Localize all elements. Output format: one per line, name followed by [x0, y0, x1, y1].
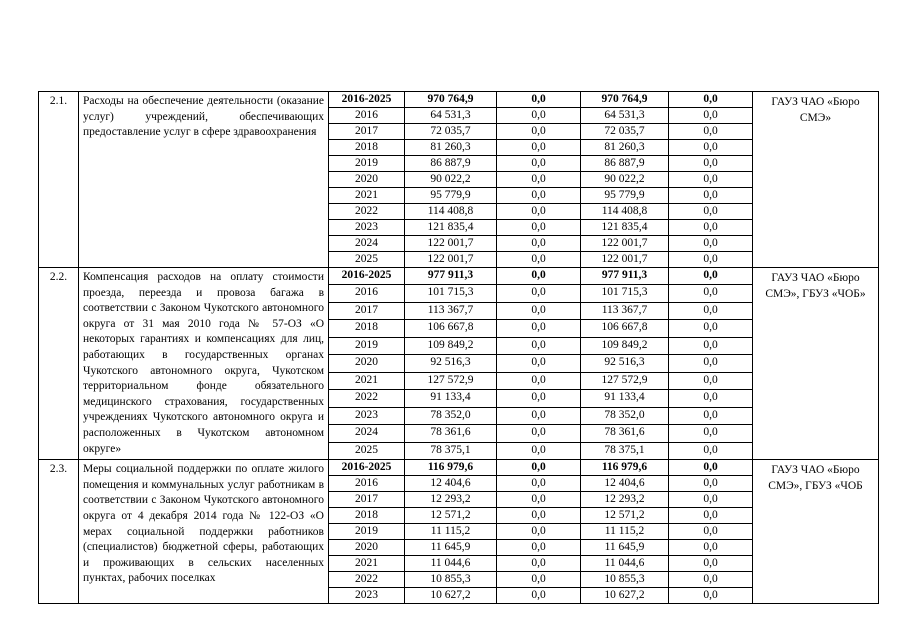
total-amount-cell: 106 667,8 [405, 320, 497, 337]
district-budget-cell: 64 531,3 [581, 108, 669, 124]
other-sources-cell: 0,0 [669, 140, 753, 156]
other-sources-cell: 0,0 [669, 172, 753, 188]
period-cell: 2022 [329, 390, 405, 407]
total-amount-cell: 78 352,0 [405, 407, 497, 424]
period-cell: 2016 [329, 108, 405, 124]
period-cell: 2024 [329, 236, 405, 252]
federal-budget-cell: 0,0 [497, 476, 581, 492]
responsible-organization: ГАУЗ ЧАО «Бюро СМЭ» [753, 92, 879, 268]
district-budget-cell: 95 779,9 [581, 188, 669, 204]
period-cell: 2025 [329, 442, 405, 460]
document-page [38, 91, 879, 604]
district-budget-cell: 81 260,3 [581, 140, 669, 156]
federal-budget-cell: 0,0 [497, 285, 581, 302]
district-budget-cell: 121 835,4 [581, 220, 669, 236]
period-cell: 2018 [329, 508, 405, 524]
federal-budget-cell: 0,0 [497, 460, 581, 476]
district-budget-cell: 91 133,4 [581, 390, 669, 407]
other-sources-cell: 0,0 [669, 355, 753, 372]
other-sources-cell: 0,0 [669, 556, 753, 572]
period-cell: 2020 [329, 172, 405, 188]
period-cell: 2019 [329, 524, 405, 540]
district-budget-cell: 12 293,2 [581, 492, 669, 508]
period-cell: 2017 [329, 124, 405, 140]
period-cell: 2016-2025 [329, 460, 405, 476]
section-total-row [39, 92, 879, 108]
period-cell: 2016 [329, 476, 405, 492]
district-budget-cell: 11 115,2 [581, 524, 669, 540]
other-sources-cell: 0,0 [669, 425, 753, 442]
federal-budget-cell: 0,0 [497, 140, 581, 156]
federal-budget-cell: 0,0 [497, 540, 581, 556]
section-number: 2.1. [39, 92, 79, 268]
total-amount-cell: 86 887,9 [405, 156, 497, 172]
federal-budget-cell: 0,0 [497, 172, 581, 188]
other-sources-cell: 0,0 [669, 572, 753, 588]
other-sources-cell: 0,0 [669, 524, 753, 540]
other-sources-cell: 0,0 [669, 220, 753, 236]
responsible-organization: ГАУЗ ЧАО «Бюро СМЭ», ГБУЗ «ЧОБ» [753, 268, 879, 460]
other-sources-cell: 0,0 [669, 285, 753, 302]
federal-budget-cell: 0,0 [497, 108, 581, 124]
district-budget-cell: 78 361,6 [581, 425, 669, 442]
period-cell: 2017 [329, 302, 405, 319]
other-sources-cell: 0,0 [669, 372, 753, 389]
federal-budget-cell: 0,0 [497, 524, 581, 540]
total-amount-cell: 10 855,3 [405, 572, 497, 588]
federal-budget-cell: 0,0 [497, 268, 581, 285]
period-cell: 2022 [329, 572, 405, 588]
district-budget-cell: 12 404,6 [581, 476, 669, 492]
other-sources-cell: 0,0 [669, 460, 753, 476]
district-budget-cell: 106 667,8 [581, 320, 669, 337]
other-sources-cell: 0,0 [669, 320, 753, 337]
district-budget-cell: 970 764,9 [581, 92, 669, 108]
other-sources-cell: 0,0 [669, 476, 753, 492]
other-sources-cell: 0,0 [669, 204, 753, 220]
federal-budget-cell: 0,0 [497, 320, 581, 337]
total-amount-cell: 78 375,1 [405, 442, 497, 460]
district-budget-cell: 114 408,8 [581, 204, 669, 220]
federal-budget-cell: 0,0 [497, 156, 581, 172]
federal-budget-cell: 0,0 [497, 92, 581, 108]
total-amount-cell: 81 260,3 [405, 140, 497, 156]
other-sources-cell: 0,0 [669, 252, 753, 268]
total-amount-cell: 92 516,3 [405, 355, 497, 372]
period-cell: 2023 [329, 407, 405, 424]
other-sources-cell: 0,0 [669, 156, 753, 172]
total-amount-cell: 116 979,6 [405, 460, 497, 476]
district-budget-cell: 78 375,1 [581, 442, 669, 460]
period-cell: 2016 [329, 285, 405, 302]
responsible-organization: ГАУЗ ЧАО «Бюро СМЭ», ГБУЗ «ЧОБ [753, 460, 879, 604]
period-cell: 2025 [329, 252, 405, 268]
period-cell: 2024 [329, 425, 405, 442]
district-budget-cell: 90 022,2 [581, 172, 669, 188]
other-sources-cell: 0,0 [669, 302, 753, 319]
district-budget-cell: 92 516,3 [581, 355, 669, 372]
district-budget-cell: 109 849,2 [581, 337, 669, 354]
federal-budget-cell: 0,0 [497, 556, 581, 572]
total-amount-cell: 113 367,7 [405, 302, 497, 319]
federal-budget-cell: 0,0 [497, 508, 581, 524]
period-cell: 2016-2025 [329, 268, 405, 285]
total-amount-cell: 11 115,2 [405, 524, 497, 540]
federal-budget-cell: 0,0 [497, 220, 581, 236]
period-cell: 2023 [329, 220, 405, 236]
total-amount-cell: 109 849,2 [405, 337, 497, 354]
period-cell: 2020 [329, 540, 405, 556]
total-amount-cell: 127 572,9 [405, 372, 497, 389]
federal-budget-cell: 0,0 [497, 572, 581, 588]
period-cell: 2021 [329, 372, 405, 389]
district-budget-cell: 122 001,7 [581, 252, 669, 268]
other-sources-cell: 0,0 [669, 492, 753, 508]
period-cell: 2020 [329, 355, 405, 372]
period-cell: 2019 [329, 156, 405, 172]
federal-budget-cell: 0,0 [497, 236, 581, 252]
federal-budget-cell: 0,0 [497, 390, 581, 407]
district-budget-cell: 12 571,2 [581, 508, 669, 524]
federal-budget-cell: 0,0 [497, 407, 581, 424]
period-cell: 2019 [329, 337, 405, 354]
other-sources-cell: 0,0 [669, 540, 753, 556]
total-amount-cell: 12 293,2 [405, 492, 497, 508]
total-amount-cell: 11 044,6 [405, 556, 497, 572]
other-sources-cell: 0,0 [669, 508, 753, 524]
other-sources-cell: 0,0 [669, 407, 753, 424]
total-amount-cell: 64 531,3 [405, 108, 497, 124]
section-total-row [39, 268, 879, 285]
federal-budget-cell: 0,0 [497, 425, 581, 442]
district-budget-cell: 977 911,3 [581, 268, 669, 285]
other-sources-cell: 0,0 [669, 588, 753, 604]
section-description: Компенсация расходов на оплату стоимости проезда, переезда и провоза багажа в соответствии с Законом Чукотского автономного округа от 31 мая 2010 года № 57-ОЗ «О некоторых гарантиях и компенсациях для лиц, работающих в государственных органах Чукотского автономного округа, Чукотском территориальном фонде обязательного медицинского страхования, государственных учреждениях Чукотского автономного округа и расположенных в Чукотском автономном округе» [79, 268, 329, 460]
federal-budget-cell: 0,0 [497, 204, 581, 220]
other-sources-cell: 0,0 [669, 108, 753, 124]
district-budget-cell: 122 001,7 [581, 236, 669, 252]
total-amount-cell: 90 022,2 [405, 172, 497, 188]
district-budget-cell: 11 645,9 [581, 540, 669, 556]
period-cell: 2018 [329, 140, 405, 156]
total-amount-cell: 12 571,2 [405, 508, 497, 524]
district-budget-cell: 127 572,9 [581, 372, 669, 389]
total-amount-cell: 95 779,9 [405, 188, 497, 204]
total-amount-cell: 114 408,8 [405, 204, 497, 220]
federal-budget-cell: 0,0 [497, 442, 581, 460]
section-description: Меры социальной поддержки по оплате жилого помещения и коммунальных услуг работникам в соответствии с Законом Чукотского автономного округа от 4 декабря 2014 года № 122-ОЗ «О мерах социальной поддержки работников (специалистов) бюджетной сферы, работающих и проживающих в сельских населенных пунктах, рабочих поселках [79, 460, 329, 604]
federal-budget-cell: 0,0 [497, 124, 581, 140]
district-budget-cell: 86 887,9 [581, 156, 669, 172]
other-sources-cell: 0,0 [669, 390, 753, 407]
district-budget-cell: 10 855,3 [581, 572, 669, 588]
total-amount-cell: 12 404,6 [405, 476, 497, 492]
section-number: 2.3. [39, 460, 79, 604]
total-amount-cell: 977 911,3 [405, 268, 497, 285]
program-expenditure-table [38, 91, 879, 604]
federal-budget-cell: 0,0 [497, 372, 581, 389]
district-budget-cell: 78 352,0 [581, 407, 669, 424]
other-sources-cell: 0,0 [669, 92, 753, 108]
total-amount-cell: 10 627,2 [405, 588, 497, 604]
section-total-row [39, 460, 879, 476]
other-sources-cell: 0,0 [669, 124, 753, 140]
period-cell: 2021 [329, 556, 405, 572]
period-cell: 2018 [329, 320, 405, 337]
period-cell: 2023 [329, 588, 405, 604]
period-cell: 2021 [329, 188, 405, 204]
district-budget-cell: 116 979,6 [581, 460, 669, 476]
federal-budget-cell: 0,0 [497, 492, 581, 508]
total-amount-cell: 122 001,7 [405, 252, 497, 268]
period-cell: 2016-2025 [329, 92, 405, 108]
section-number: 2.2. [39, 268, 79, 460]
total-amount-cell: 970 764,9 [405, 92, 497, 108]
other-sources-cell: 0,0 [669, 337, 753, 354]
total-amount-cell: 122 001,7 [405, 236, 497, 252]
federal-budget-cell: 0,0 [497, 252, 581, 268]
total-amount-cell: 91 133,4 [405, 390, 497, 407]
district-budget-cell: 113 367,7 [581, 302, 669, 319]
total-amount-cell: 101 715,3 [405, 285, 497, 302]
federal-budget-cell: 0,0 [497, 355, 581, 372]
district-budget-cell: 72 035,7 [581, 124, 669, 140]
total-amount-cell: 78 361,6 [405, 425, 497, 442]
district-budget-cell: 101 715,3 [581, 285, 669, 302]
district-budget-cell: 10 627,2 [581, 588, 669, 604]
other-sources-cell: 0,0 [669, 236, 753, 252]
district-budget-cell: 11 044,6 [581, 556, 669, 572]
total-amount-cell: 72 035,7 [405, 124, 497, 140]
federal-budget-cell: 0,0 [497, 588, 581, 604]
period-cell: 2022 [329, 204, 405, 220]
table-body [39, 92, 879, 604]
total-amount-cell: 121 835,4 [405, 220, 497, 236]
section-description: Расходы на обеспечение деятельности (оказание услуг) учреждений, обеспечивающих предоставление услуг в сфере здравоохранения [79, 92, 329, 268]
federal-budget-cell: 0,0 [497, 302, 581, 319]
federal-budget-cell: 0,0 [497, 188, 581, 204]
period-cell: 2017 [329, 492, 405, 508]
other-sources-cell: 0,0 [669, 442, 753, 460]
federal-budget-cell: 0,0 [497, 337, 581, 354]
other-sources-cell: 0,0 [669, 268, 753, 285]
total-amount-cell: 11 645,9 [405, 540, 497, 556]
other-sources-cell: 0,0 [669, 188, 753, 204]
